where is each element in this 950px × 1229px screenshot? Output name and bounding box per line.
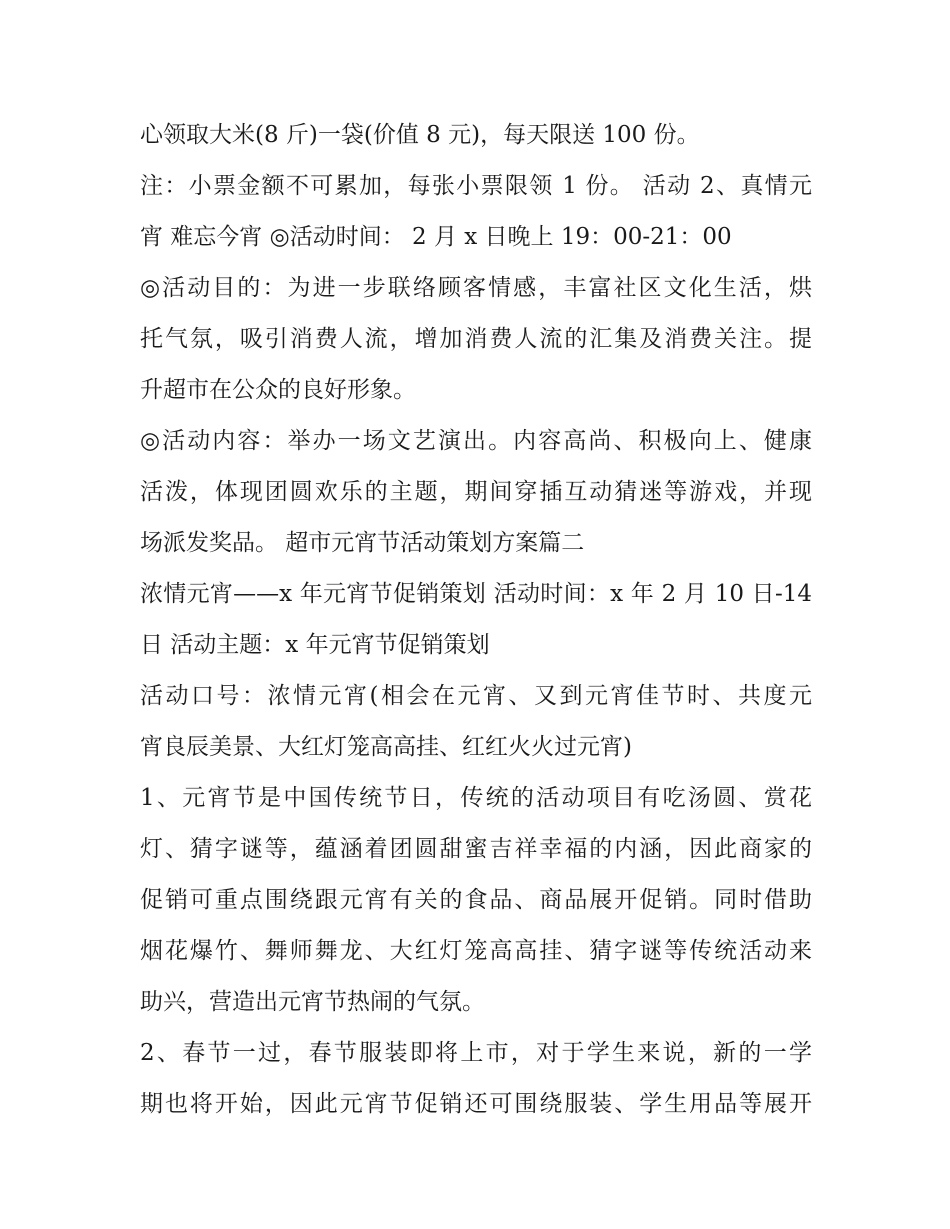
document-body xyxy=(140,110,812,1130)
text-line-19: 2、春节一过，春节服装即将上市，对于学生来说，新的一学 xyxy=(140,1040,812,1066)
text-line-12: 活动口号：浓情元宵(相会在元宵、又到元宵佳节时、共度元 xyxy=(140,683,812,709)
text-line-6: 升超市在公众的良好形象。 xyxy=(140,377,416,403)
text-line-11: 日 活动主题：x 年元宵节促销策划 xyxy=(140,632,490,658)
text-line-10: 浓情元宵——x 年元宵节促销策划 活动时间：x 年 2 月 10 日-14 xyxy=(140,581,812,607)
text-line-1: 心领取大米(8 斤)一袋(价值 8 元)，每天限送 100 份。 xyxy=(140,122,700,148)
text-line-5: 托气氛，吸引消费人流，增加消费人流的汇集及消费关注。提 xyxy=(140,326,812,352)
text-line-7: ◎活动内容：举办一场文艺演出。内容高尚、积极向上、健康 xyxy=(140,428,812,454)
text-line-8: 活泼，体现团圆欢乐的主题，期间穿插互动猜迷等游戏，并现 xyxy=(140,479,812,505)
text-line-15: 灯、猜字谜等，蕴涵着团圆甜蜜吉祥幸福的内涵，因此商家的 xyxy=(140,836,812,862)
text-line-13: 宵良辰美景、大红灯笼高高挂、红红火火过元宵) xyxy=(140,734,632,760)
text-line-9: 场派发奖品。 超市元宵节活动策划方案篇二 xyxy=(140,530,585,556)
text-line-3: 宵 难忘今宵 ◎活动时间： 2 月 x 日晚上 19：00-21：00 xyxy=(140,224,732,250)
text-line-16: 促销可重点围绕跟元宵有关的食品、商品展开促销。同时借助 xyxy=(140,887,812,913)
text-line-18: 助兴，营造出元宵节热闹的气氛。 xyxy=(140,989,485,1015)
text-line-2: 注：小票金额不可累加，每张小票限领 1 份。 活动 2、真情元 xyxy=(140,173,812,199)
text-line-4: ◎活动目的：为进一步联络顾客情感，丰富社区文化生活，烘 xyxy=(140,275,812,301)
text-line-17: 烟花爆竹、舞师舞龙、大红灯笼高高挂、猜字谜等传统活动来 xyxy=(140,938,812,964)
text-line-14: 1、元宵节是中国传统节日，传统的活动项目有吃汤圆、赏花 xyxy=(140,785,812,811)
text-line-20: 期也将开始，因此元宵节促销还可围绕服装、学生用品等展开 xyxy=(140,1091,812,1117)
